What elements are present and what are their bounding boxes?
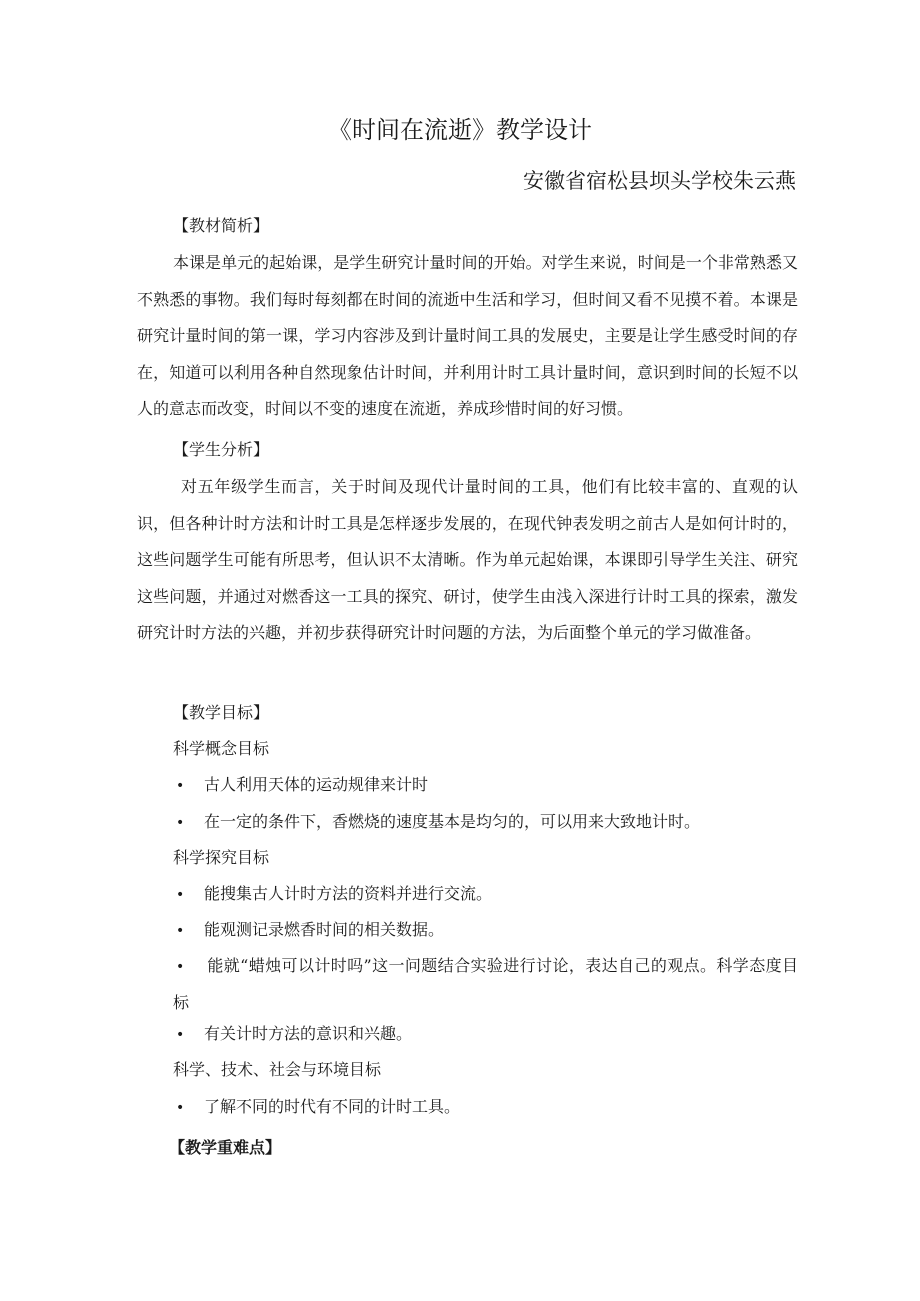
document-title: 《时间在流逝》教学设计 — [328, 116, 592, 144]
bullet-list-item — [173, 948, 798, 1021]
bullet-icon: • — [176, 1027, 185, 1043]
bullet-list-item — [176, 1095, 460, 1120]
bullet-icon: • — [176, 923, 185, 939]
inquiry-goals-label: 科学探究目标 — [173, 848, 270, 867]
attitude-goal-item: 有关计时方法的意识和兴趣。 — [204, 1024, 413, 1043]
document-author: 安徽省宿松县坝头学校朱云燕 — [523, 169, 796, 193]
student-analysis-heading: 【学生分析】 — [173, 440, 270, 459]
sts-goals-label: 科学、技术、社会与环境目标 — [173, 1060, 382, 1079]
bullet-list-item — [176, 773, 428, 798]
concept-goal-item: 古人利用天体的运动规律来计时 — [204, 775, 429, 794]
inquiry-goal-item: 能观测记录燃香时间的相关数据。 — [204, 920, 445, 939]
inquiry-goal-item: 能就“蜡烛可以计时吗”这一问题结合实验进行讨论，表达自己的观点。科学态度目标 — [173, 956, 798, 1012]
bullet-icon: • — [176, 959, 185, 975]
sts-goal-item: 了解不同的时代有不同的计时工具。 — [204, 1097, 461, 1116]
key-points-heading: 【教学重难点】 — [169, 1138, 282, 1157]
inquiry-goal-item: 能搜集古人计时方法的资料并进行交流。 — [204, 884, 493, 903]
bullet-icon: • — [176, 815, 185, 831]
bullet-icon: • — [176, 1100, 185, 1116]
bullet-list-item — [176, 1022, 412, 1047]
bullet-list-item — [176, 810, 700, 835]
textbook-analysis-paragraph: 本课是单元的起始课，是学生研究计量时间的开始。对学生来说，时间是一个非常熟悉又不熟悉的事物。我们每时每刻都在时间的流逝中生活和学习，但时间又看不见摸不着。本课是研究计量时间的第一课，学习内容涉及到计量时间工具的发展史，主要是让学生感受时间的存在，知道可以利用各种自然现象估计时间，并利用计时工具计量时间，意识到时间的长短不以人的意志而改变，时间以不变的速度在流逝，养成珍惜时间的好习惯。 — [137, 253, 798, 418]
student-analysis-paragraph: 对五年级学生而言，关于时间及现代计量时间的工具，他们有比较丰富的、直观的认识，但各种计时方法和计时工具是怎样逐步发展的，在现代钟表发明之前古人是如何计时的，这些问题学生可能有所思考，但认识不太清晰。作为单元起始课，本课即引导学生关注、研究这些问题，并通过对燃香这一工具的探究、研讨，使学生由浅入深进行计时工具的探索，激发研究计时方法的兴趣，并初步获得研究计时问题的方法，为后面整个单元的学习做准备。 — [137, 477, 798, 642]
bullet-list-item — [176, 882, 492, 907]
textbook-analysis-heading: 【教材简析】 — [173, 216, 270, 235]
concept-goal-item: 在一定的条件下，香燃烧的速度基本是均匀的，可以用来大致地计时。 — [204, 812, 701, 831]
bullet-icon: • — [176, 778, 185, 794]
concept-goals-label: 科学概念目标 — [173, 739, 270, 758]
bullet-icon: • — [176, 887, 185, 903]
teaching-goals-heading: 【教学目标】 — [173, 703, 270, 722]
bullet-list-item — [176, 918, 444, 943]
